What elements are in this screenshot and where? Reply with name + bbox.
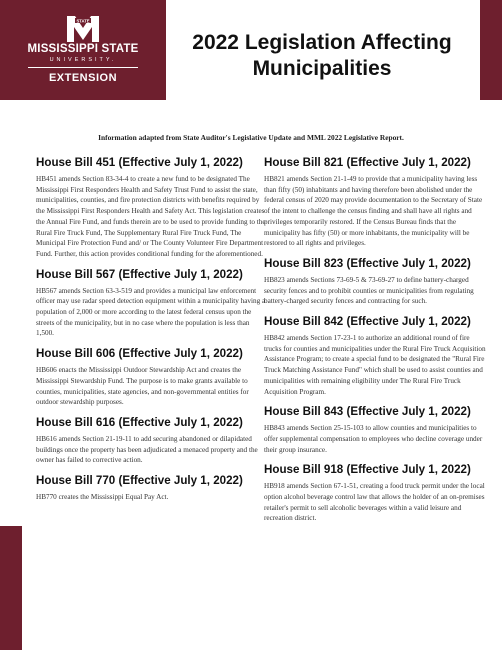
logo-extension: EXTENSION [48, 72, 118, 84]
bill-heading: House Bill 770 (Effective July 1, 2022) [36, 474, 243, 488]
bill-section [264, 463, 486, 524]
bill-body: HB823 amends Sections 73-69-5 & 73-69-27 to define battery-charged security fences and to prohibit counties or municipalities from regulating battery-charged security fences and contracting for such. [264, 275, 474, 306]
bill-heading: House Bill 821 (Effective July 1, 2022) [264, 156, 471, 169]
left-column [36, 156, 268, 511]
right-column [264, 156, 486, 532]
bill-body: HB843 amends Section 25-15-103 to allow counties and municipalities to offer supplemental compensation to employees who decline coverage under their group insurance. [264, 424, 483, 454]
bill-section [264, 405, 486, 455]
title-line-2: Municipalities [252, 57, 392, 80]
header-accent-bar [480, 0, 502, 100]
bill-body: HB770 creates the Mississippi Equal Pay Act. [36, 493, 169, 502]
bill-body: HB616 amends Section 21-19-11 to add securing abandoned or dilapidated buildings once the property has been adjudicated a menaced property and the owner has failed to corrective action. [36, 434, 258, 465]
title-line-1: 2022 Legislation Affecting [192, 31, 452, 54]
bill-body: HB606 enacts the Mississippi Outdoor Stewardship Act and creates the Mississippi Stewardship Fund. The purpose is to make grants available to counties, municipalities, state agencies, and non-governmental entities for outdoor stewardship purposes. [36, 366, 249, 407]
logo-university-sub: UNIVERSITY. [49, 57, 117, 63]
logo-university-name: MISSISSIPPI STATE [27, 43, 139, 55]
logo-divider [28, 67, 138, 68]
msu-extension-logo [0, 0, 166, 100]
bill-heading: House Bill 451 (Effective July 1, 2022) [36, 156, 243, 169]
bill-section [264, 315, 486, 397]
intro-note: Information adapted from State Auditor's Legislative Update and MML 2022 Legislative Report. [98, 133, 404, 142]
bill-section [36, 268, 268, 340]
bill-section [36, 474, 268, 503]
bill-heading: House Bill 567 (Effective July 1, 2022) [36, 267, 243, 281]
bill-heading: House Bill 823 (Effective July 1, 2022) [264, 256, 471, 270]
logo-seal-text: STATE [76, 18, 90, 24]
bill-heading: House Bill 842 (Effective July 1, 2022) [264, 315, 471, 329]
bill-heading: House Bill 616 (Effective July 1, 2022) [36, 415, 243, 429]
bill-section [36, 156, 268, 260]
bill-section [264, 257, 486, 307]
bill-heading: House Bill 606 (Effective July 1, 2022) [36, 347, 243, 361]
bill-heading: House Bill 918 (Effective July 1, 2022) [264, 463, 471, 477]
bill-body: HB918 amends Section 67-1-51, creating a food truck permit under the local option alcohol beverage control law that allows the holder of an on-premises retailer's permit to sell alcoholic beverages within a valid leisure and recreation district. [264, 482, 485, 523]
bill-body: HB451 amends Section 83-34-4 to create a new fund to be designated The Mississippi First Responders Health and Safety Trust Fund to assist the state, municipalities, counties, and fire protection districts with benefits required by the Mississippi First Responders Health and Safety Act. This legislation creates the Annual Fire Fund, and funds therein are to be used to provide funding to the Rural Fire Truck Fund, The Supplementary Rural Fire Truck Fund, The Municipal Fire Protection Fund and/ or The County Volunteer Fire Department Fund. Further, this action provides conditional funding for the aforementioned. [36, 175, 266, 258]
msu-m-shield-icon [65, 14, 101, 44]
document-title [172, 30, 472, 82]
bill-body: HB821 amends Section 21-1-49 to provide that a municipality having less than fifty (50) inhabitants and having therefore been abolished under the federal census of 2020 may provide documentation to the Secretary of State of the intent to challenge the census finding and shall have all rights and privileges temporarily restored. If the Census Bureau finds that the municipality has fifty (50) or more inhabitants, the municipality will be restored to all rights and privileges. [264, 175, 483, 248]
bill-section [36, 347, 268, 408]
bill-section [264, 156, 486, 249]
bill-section [36, 416, 268, 466]
bill-heading: House Bill 843 (Effective July 1, 2022) [264, 405, 471, 419]
bill-body: HB842 amends Section 17-23-1 to authorize an additional round of fire trucks for counties and municipalities under the Rural Fire Truck Acquisition Assistance Program; to create a special fund to be designated the "Rural Fire Truck Matching Assistance Fund" which shall be used to assist counties and municipalities with remaining eligibility under The Rural Fire Truck Acquisition Program. [264, 334, 486, 396]
bill-body: HB567 amends Section 63-3-519 and provides a municipal law enforcement officer may use radar speed detection equipment within a municipality having a population of 2,000 or more according to the latest federal census upon the streets of the municipality, but in no case where the population is less than 1,500. [36, 286, 266, 338]
footer-accent-bar [0, 526, 22, 650]
